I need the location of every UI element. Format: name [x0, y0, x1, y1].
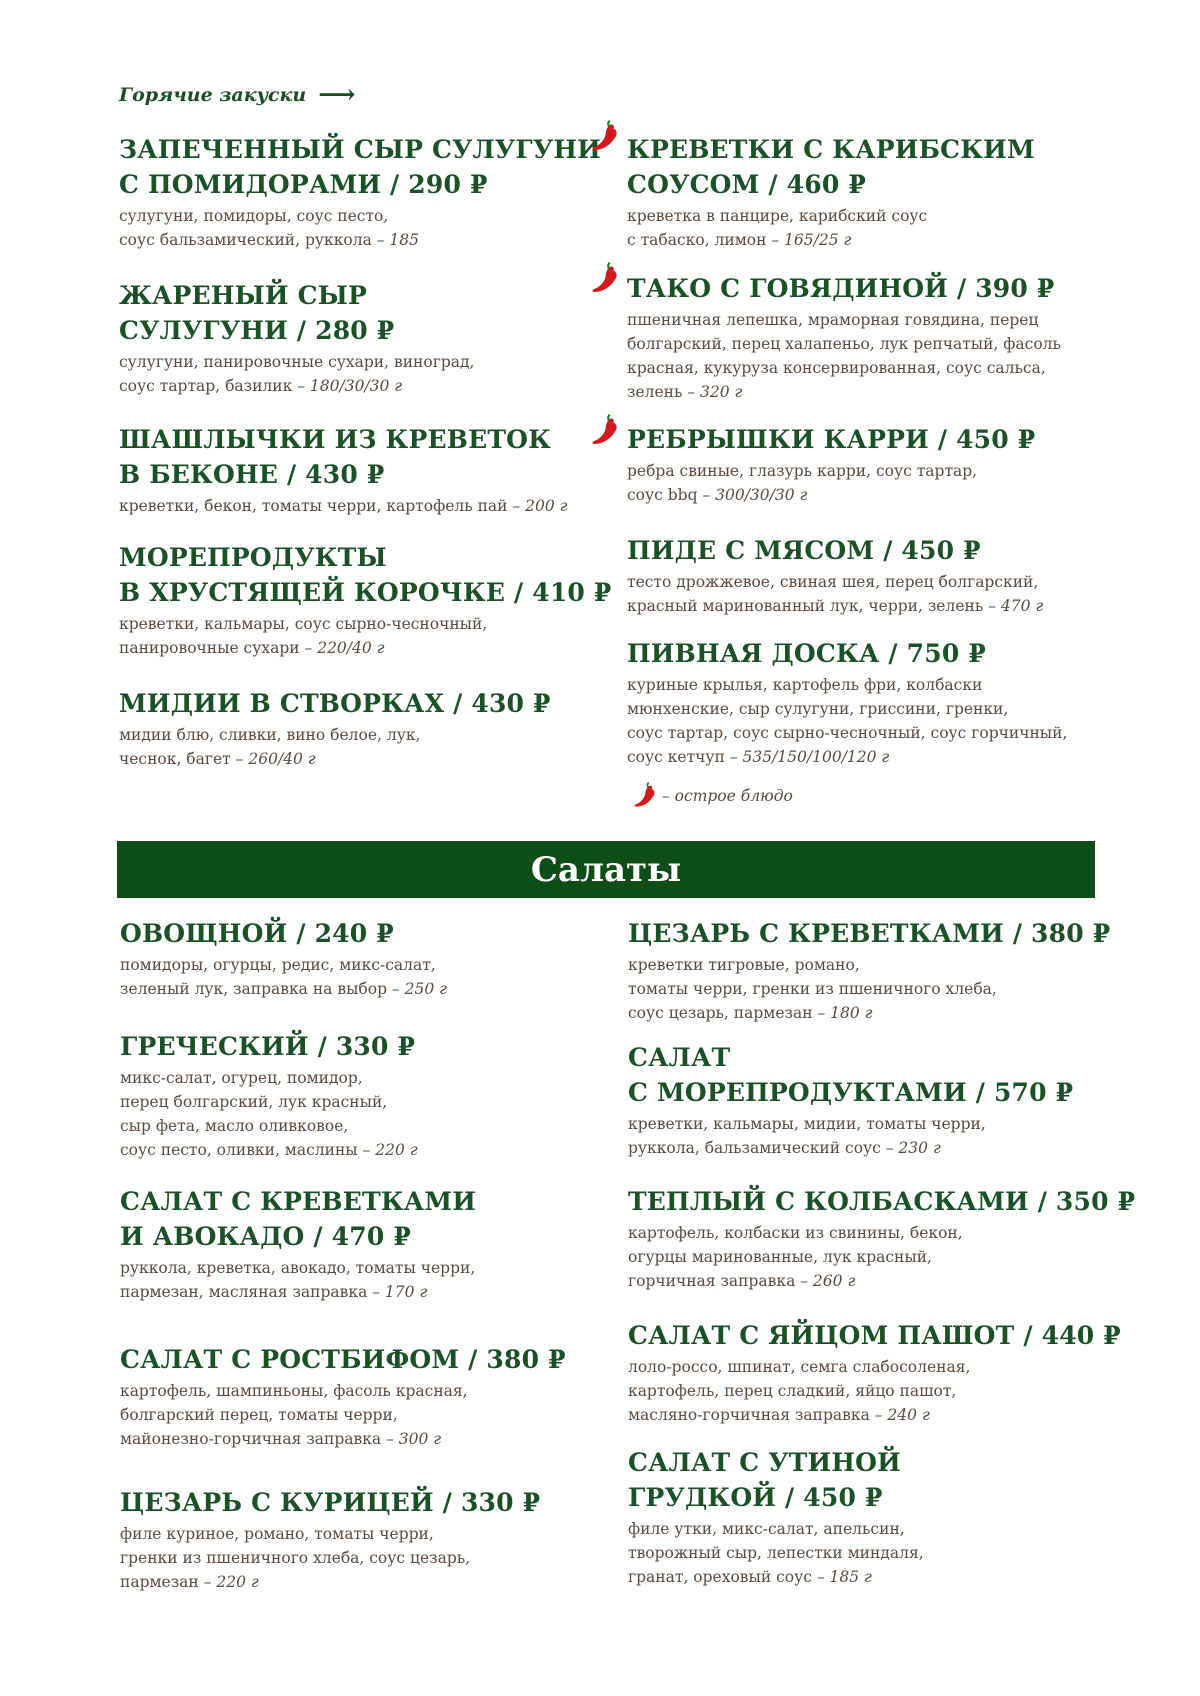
menu-item-description: [120, 1379, 566, 1451]
menu-item-weight: – 180/30/30 г: [292, 377, 403, 395]
menu-item-description: [628, 1112, 1073, 1160]
menu-item-ingredients: креветки тигровые, романо,: [628, 956, 860, 974]
menu-item-ingredients: панировочные сухари: [119, 639, 300, 657]
menu-item-weight: – 240 г: [869, 1406, 930, 1424]
menu-item-weight: – 470 г: [983, 597, 1044, 615]
menu-item-title: [120, 1029, 418, 1064]
menu-item-title-line: ГРУДКОЙ / 450 ₽: [628, 1483, 883, 1512]
menu-item-description-line: [627, 594, 1043, 618]
menu-item-description-line: [120, 977, 447, 1001]
menu-item-title: [119, 686, 551, 721]
menu-item-title-line: С МОРЕПРОДУКТАМИ / 570 ₽: [628, 1078, 1074, 1107]
menu-item-ingredients: гранат, ореховый соус: [628, 1568, 812, 1586]
menu-item-weight: – 320 г: [682, 383, 743, 401]
menu-item-title: [628, 1445, 924, 1515]
menu-item: [627, 132, 1035, 252]
menu-item-description-line: [627, 697, 1067, 721]
menu-item-weight: – 300 г: [381, 1430, 442, 1448]
menu-item: [628, 1040, 1073, 1160]
menu-item-title-line: САЛАТ С ЯЙЦОМ ПАШОТ / 440 ₽: [628, 1321, 1121, 1350]
menu-item-ingredients: креветки, кальмары, соус сырно-чесночный,: [119, 615, 488, 633]
menu-item-description-line: [119, 494, 567, 518]
menu-item-description-line: [628, 977, 1110, 1001]
chili-pepper-icon: [587, 120, 621, 154]
menu-item-weight: – 535/150/100/120 г: [729, 748, 890, 766]
menu-item-title-line: РЕБРЫШКИ КАРРИ / 450 ₽: [627, 425, 1036, 454]
menu-item-ingredients: болгарский перец, томаты черри,: [120, 1406, 398, 1424]
chili-pepper-icon: [630, 782, 658, 810]
menu-item-title-line: И АВОКАДО / 470 ₽: [120, 1222, 411, 1251]
menu-item-description: [120, 1256, 476, 1304]
menu-item-title: [119, 540, 612, 610]
menu-item-ingredients: зеленый лук, заправка на выбор: [120, 980, 387, 998]
menu-item-description-line: [628, 953, 1110, 977]
menu-item-description: [119, 494, 567, 518]
menu-item-title-line: ТАКО С ГОВЯДИНОЙ / 390 ₽: [627, 274, 1055, 303]
menu-item-description-line: [119, 374, 474, 398]
menu-item-title-line: ТЕПЛЫЙ С КОЛБАСКАМИ / 350 ₽: [628, 1187, 1136, 1216]
menu-item-ingredients: пшеничная лепешка, мраморная говядина, перец: [627, 311, 1039, 329]
menu-item-ingredients: руккола, креветка, авокадо, томаты черри,: [120, 1259, 476, 1277]
menu-item: [120, 1342, 566, 1451]
menu-item-description-line: [627, 204, 1035, 228]
menu-item-description-line: [627, 308, 1061, 332]
menu-item-ingredients: картофель, шампиньоны, фасоль красная,: [120, 1382, 468, 1400]
menu-item-description-line: [628, 1541, 924, 1565]
menu-item-description-line: [627, 380, 1061, 404]
menu-item-title: [627, 533, 1043, 568]
menu-item-description-line: [627, 459, 1035, 483]
chili-pepper-icon: [587, 414, 621, 448]
menu-item: [119, 686, 551, 771]
menu-item-ingredients: красная, кукуруза консервированная, соус сальса,: [627, 359, 1046, 377]
menu-item-description: [628, 953, 1110, 1025]
menu-item-description-line: [120, 1066, 418, 1090]
menu-item-title-line: ГРЕЧЕСКИЙ / 330 ₽: [120, 1032, 416, 1061]
menu-item-description-line: [628, 1403, 1121, 1427]
menu-item-ingredients: зелень: [627, 383, 683, 401]
menu-item-description-line: [120, 1280, 476, 1304]
menu-item-weight: – 185 г: [811, 1568, 872, 1586]
menu-item-description-line: [120, 953, 447, 977]
menu-item-ingredients: горчичная заправка: [628, 1272, 796, 1290]
menu-item-description-line: [120, 1522, 540, 1546]
menu-item-description-line: [120, 1138, 418, 1162]
menu-item-ingredients: картофель, перец сладкий, яйцо пашот,: [628, 1382, 957, 1400]
menu-item-description-line: [120, 1379, 566, 1403]
menu-item-ingredients: куриные крылья, картофель фри, колбаски: [627, 676, 983, 694]
menu-item-title-line: МИДИИ В СТВОРКАХ / 430 ₽: [119, 689, 551, 718]
salads-banner-title: Салаты: [530, 849, 682, 890]
menu-item-description-line: [119, 350, 474, 374]
menu-item-description: [628, 1355, 1121, 1427]
menu-item-title-line: САЛАТ С УТИНОЙ: [628, 1448, 901, 1477]
menu-item: [627, 636, 1067, 769]
menu-item-title-line: В БЕКОНЕ / 430 ₽: [119, 460, 385, 489]
menu-item-description: [627, 570, 1043, 618]
menu-item-weight: – 250 г: [387, 980, 447, 998]
menu-item-ingredients: красный маринованный лук, черри, зелень: [627, 597, 984, 615]
menu-item-weight: – 185: [371, 231, 420, 249]
menu-item-ingredients: соус тартар, соус сырно-чесночный, соус горчичный,: [627, 724, 1068, 742]
menu-item: [628, 1445, 924, 1589]
menu-item-ingredients: с табаско, лимон: [627, 231, 767, 249]
menu-item-description-line: [120, 1570, 540, 1594]
menu-item-description: [119, 204, 601, 252]
menu-item-ingredients: тесто дрожжевое, свиная шея, перец болгарский,: [627, 573, 1039, 591]
menu-item-title: [628, 916, 1110, 951]
menu-item-ingredients: микс-салат, огурец, помидор,: [120, 1069, 363, 1087]
menu-item-description: [119, 350, 474, 398]
menu-item-description-line: [628, 1112, 1073, 1136]
menu-item-ingredients: руккола, бальзамический соус: [628, 1139, 881, 1157]
menu-item-title-line: САЛАТ С РОСТБИФОМ / 380 ₽: [120, 1345, 566, 1374]
menu-item-description-line: [628, 1221, 1135, 1245]
menu-item-description: [120, 1522, 540, 1594]
menu-item-description: [627, 204, 1035, 252]
menu-item-ingredients: творожный сыр, лепестки миндаля,: [628, 1544, 924, 1562]
spicy-legend-text: – острое блюдо: [662, 787, 793, 805]
menu-item-ingredients: картофель, колбаски из свинины, бекон,: [628, 1224, 963, 1242]
menu-item-description-line: [119, 612, 612, 636]
menu-item: [119, 278, 474, 398]
menu-item-description-line: [120, 1090, 418, 1114]
menu-item-title: [627, 132, 1035, 202]
menu-item-title: [119, 132, 601, 202]
menu-item: [627, 533, 1043, 618]
menu-item-ingredients: мидии блю, сливки, вино белое, лук,: [119, 726, 421, 744]
menu-item-title-line: В ХРУСТЯЩЕЙ КОРОЧКЕ / 410 ₽: [119, 578, 612, 607]
menu-item-description: [120, 1066, 418, 1162]
menu-item-description-line: [628, 1269, 1135, 1293]
menu-item: [627, 271, 1061, 404]
menu-item-title-line: МОРЕПРОДУКТЫ: [119, 543, 387, 572]
menu-item-title-line: САЛАТ: [628, 1043, 731, 1072]
menu-item-ingredients: соус тартар, базилик: [119, 377, 293, 395]
menu-item-title: [120, 1184, 476, 1254]
menu-item-ingredients: майонезно-горчичная заправка: [120, 1430, 382, 1448]
menu-item-description-line: [628, 1517, 924, 1541]
menu-item-title-line: ПИВНАЯ ДОСКА / 750 ₽: [627, 639, 986, 668]
menu-item-title-line: ЗАПЕЧЕННЫЙ СЫР СУЛУГУНИ: [119, 135, 601, 164]
menu-item: [120, 916, 447, 1001]
menu-item-ingredients: помидоры, огурцы, редис, микс-салат,: [120, 956, 436, 974]
menu-item-weight: – 200 г: [507, 497, 568, 515]
menu-item-description-line: [627, 745, 1067, 769]
menu-item-ingredients: филе утки, микс-салат, апельсин,: [628, 1520, 905, 1538]
menu-item-weight: – 220/40 г: [299, 639, 385, 657]
menu-item-description-line: [120, 1403, 566, 1427]
menu-item-ingredients: соус песто, оливки, маслины: [120, 1141, 358, 1159]
menu-item-title: [120, 1342, 566, 1377]
menu-item-title: [627, 271, 1061, 306]
menu-item-description: [627, 459, 1035, 507]
menu-item: [119, 132, 601, 252]
menu-item-description-line: [627, 721, 1067, 745]
menu-item-description-line: [627, 228, 1035, 252]
menu-item: [120, 1184, 476, 1304]
menu-item-description-line: [628, 1379, 1121, 1403]
menu-item: [119, 540, 612, 660]
menu-item-ingredients: перец болгарский, лук красный,: [120, 1093, 388, 1111]
menu-item-ingredients: соус цезарь, пармезан: [628, 1004, 813, 1022]
menu-item-ingredients: креветка в панцире, карибский соус: [627, 207, 928, 225]
menu-item-weight: – 260 г: [795, 1272, 856, 1290]
menu-item-weight: – 230 г: [880, 1139, 941, 1157]
menu-item: [628, 1318, 1121, 1427]
menu-item-ingredients: филе куриное, романо, томаты черри,: [120, 1525, 434, 1543]
menu-item-title: [627, 422, 1035, 457]
menu-item-ingredients: чеснок, багет: [119, 750, 231, 768]
menu-item-title-line: СУЛУГУНИ / 280 ₽: [119, 316, 395, 345]
arrow-right-icon: ⟶: [318, 80, 356, 110]
menu-item-description-line: [627, 673, 1067, 697]
menu-item-ingredients: огурцы маринованные, лук красный,: [628, 1248, 932, 1266]
menu-item-weight: – 165/25 г: [766, 231, 852, 249]
menu-item-description-line: [628, 1565, 924, 1589]
menu-item-weight: – 220 г: [198, 1573, 259, 1591]
menu-item-ingredients: соус кетчуп: [627, 748, 730, 766]
menu-item-title-line: СОУСОМ / 460 ₽: [627, 170, 866, 199]
menu-item: [120, 1029, 418, 1162]
menu-item-title: [119, 422, 567, 492]
menu-item-description: [119, 612, 612, 660]
section-label-hot-snacks: [119, 82, 355, 108]
menu-item-title-line: ЦЕЗАРЬ С КУРИЦЕЙ / 330 ₽: [120, 1488, 541, 1517]
menu-item-ingredients: креветки, бекон, томаты черри, картофель пай: [119, 497, 508, 515]
menu-item-description-line: [119, 636, 612, 660]
menu-item-weight: – 170 г: [367, 1283, 428, 1301]
menu-item-description-line: [628, 1001, 1110, 1025]
menu-item-title-line: ПИДЕ С МЯСОМ / 450 ₽: [627, 536, 981, 565]
menu-item-title-line: ЦЕЗАРЬ С КРЕВЕТКАМИ / 380 ₽: [628, 919, 1111, 948]
menu-item-description-line: [120, 1114, 418, 1138]
menu-item-ingredients: пармезан: [120, 1573, 199, 1591]
salads-banner: [117, 841, 1095, 898]
menu-item-description-line: [119, 723, 551, 747]
menu-item-description-line: [627, 570, 1043, 594]
menu-item-ingredients: сулугуни, помидоры, соус песто,: [119, 207, 389, 225]
menu-item-description: [628, 1221, 1135, 1293]
menu-item-description-line: [627, 356, 1061, 380]
spicy-legend: [630, 782, 793, 810]
menu-item-ingredients: креветки, кальмары, мидии, томаты черри,: [628, 1115, 986, 1133]
menu-item-description-line: [120, 1427, 566, 1451]
menu-item-weight: – 300/30/30 г: [697, 486, 808, 504]
menu-item-title-line: С ПОМИДОРАМИ / 290 ₽: [119, 170, 488, 199]
menu-item-title: [628, 1318, 1121, 1353]
menu-item-weight: – 180 г: [812, 1004, 873, 1022]
menu-item: [627, 422, 1035, 507]
menu-item-ingredients: сыр фета, масло оливковое,: [120, 1117, 349, 1135]
menu-item-ingredients: гренки из пшеничного хлеба, соус цезарь,: [120, 1549, 471, 1567]
menu-item-title-line: ЖАРЕНЫЙ СЫР: [119, 281, 367, 310]
menu-item-title: [119, 278, 474, 348]
menu-item-description-line: [628, 1136, 1073, 1160]
menu-item-title-line: ОВОЩНОЙ / 240 ₽: [120, 919, 394, 948]
menu-item-description-line: [119, 747, 551, 771]
menu-item: [120, 1485, 540, 1594]
menu-item-title-line: ШАШЛЫЧКИ ИЗ КРЕВЕТОК: [119, 425, 552, 454]
menu-item-weight: – 260/40 г: [230, 750, 316, 768]
menu-item-ingredients: сулугуни, панировочные сухари, виноград,: [119, 353, 475, 371]
menu-item-description-line: [120, 1256, 476, 1280]
menu-item-ingredients: лоло-россо, шпинат, семга слабосоленая,: [628, 1358, 971, 1376]
menu-item-description-line: [628, 1355, 1121, 1379]
menu-item: [628, 916, 1110, 1025]
menu-item: [119, 422, 567, 518]
menu-item-title: [628, 1040, 1073, 1110]
menu-item-ingredients: пармезан, масляная заправка: [120, 1283, 368, 1301]
menu-item-description-line: [627, 483, 1035, 507]
chili-pepper-icon: [587, 262, 621, 296]
menu-item-title: [628, 1184, 1135, 1219]
menu-item-title: [120, 1485, 540, 1520]
menu-item-description: [120, 953, 447, 1001]
menu-item-description: [627, 308, 1061, 404]
menu-item-description-line: [120, 1546, 540, 1570]
menu-item-title-line: КРЕВЕТКИ С КАРИБСКИМ: [627, 135, 1035, 164]
menu-item-ingredients: болгарский, перец халапеньо, лук репчатый, фасоль: [627, 335, 1061, 353]
menu-item-ingredients: томаты черри, гренки из пшеничного хлеба,: [628, 980, 997, 998]
menu-item: [628, 1184, 1135, 1293]
menu-item-title: [627, 636, 1067, 671]
menu-item-ingredients: ребра свиные, глазурь карри, соус тартар,: [627, 462, 978, 480]
menu-item-title-line: САЛАТ С КРЕВЕТКАМИ: [120, 1187, 477, 1216]
menu-item-description: [627, 673, 1067, 769]
menu-item-description-line: [628, 1245, 1135, 1269]
menu-item-weight: – 220 г: [357, 1141, 418, 1159]
menu-item-description: [628, 1517, 924, 1589]
menu-item-description: [119, 723, 551, 771]
menu-item-description-line: [627, 332, 1061, 356]
section-label-text: Горячие закуски: [119, 84, 307, 106]
menu-item-ingredients: соус bbq: [627, 486, 698, 504]
menu-item-description-line: [119, 228, 601, 252]
menu-item-ingredients: соус бальзамический, руккола: [119, 231, 372, 249]
menu-item-title: [120, 916, 447, 951]
menu-item-description-line: [119, 204, 601, 228]
menu-item-ingredients: мюнхенские, сыр сулугуни, гриссини, гренки,: [627, 700, 1009, 718]
menu-item-ingredients: масляно-горчичная заправка: [628, 1406, 870, 1424]
